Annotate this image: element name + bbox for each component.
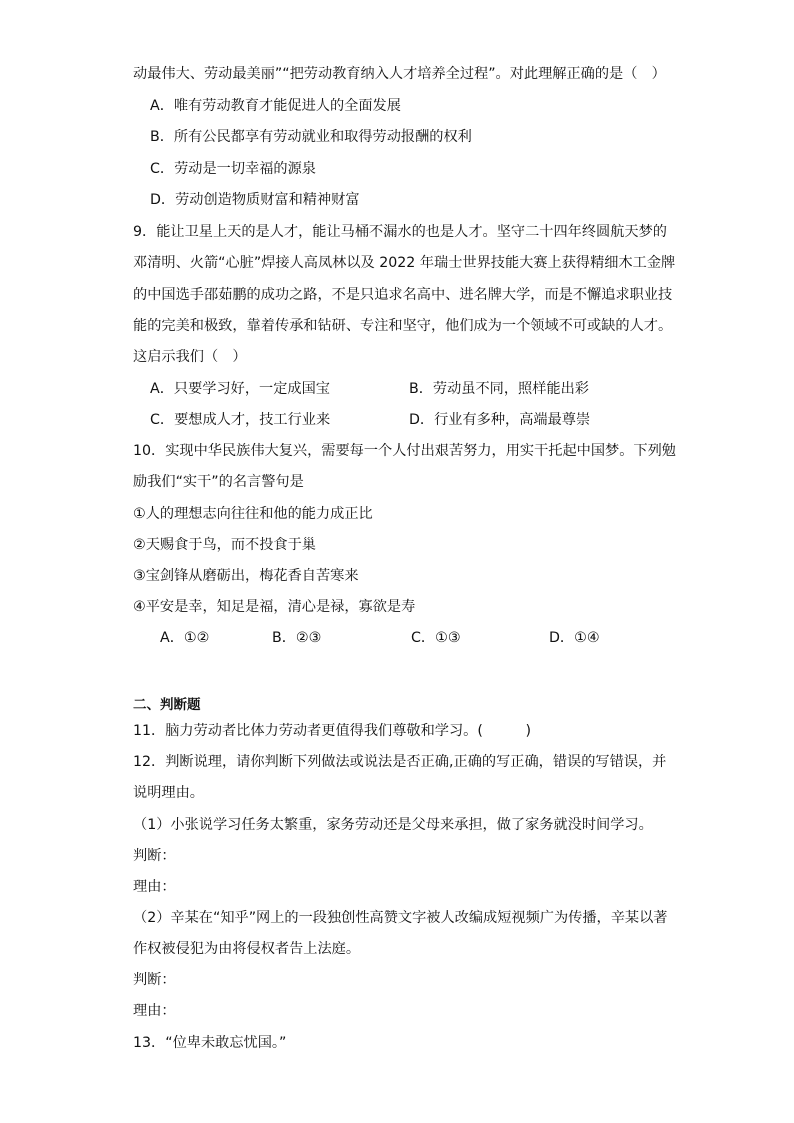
q9-option-d: D．行业有多种，高端最尊崇 xyxy=(409,412,591,428)
q10-stem-line-2: 励我们“实干”的名言警句是 xyxy=(133,474,304,490)
q8-option-d: D．劳动创造物质财富和精神财富 xyxy=(150,192,360,208)
q13-text: 13．“位卑未敢忘忧国。” xyxy=(133,1035,287,1051)
q10-option-a: A．①② xyxy=(160,630,210,646)
q9-option-a: A．只要学习好，一定成国宝 xyxy=(150,381,330,397)
q8-option-c: C．劳动是一切幸福的源泉 xyxy=(150,161,316,177)
q12-sub1-reason-label: 理由： xyxy=(133,879,176,895)
q10-item-1: ①人的理想志向往往和他的能力成正比 xyxy=(133,506,373,522)
q9-stem-line-2: 邓清明、火箭“心脏”焊接人高凤林以及 2022 年瑞士世界技能大赛上获得精细木工金牌 xyxy=(133,255,676,271)
q10-item-2: ②天赐食于鸟，而不投食于巢 xyxy=(133,537,316,553)
q10-option-d: D．①④ xyxy=(549,630,600,646)
q10-item-4: ④平安是幸，知足是福，清心是禄，寡欲是寿 xyxy=(133,599,416,615)
q10-option-c: C．①③ xyxy=(411,630,461,646)
q10-option-b: B．②③ xyxy=(272,630,322,646)
q9-stem-line-1: 9．能让卫星上天的是人才，能让马桶不漏水的也是人才。坚守二十四年终圆航天梦的 xyxy=(133,224,667,240)
q12-sub2-judge-label: 判断： xyxy=(133,972,176,988)
q12-sub2-line-2: 作权被侵犯为由将侵权者告上法庭。 xyxy=(133,941,361,957)
q9-option-b: B．劳动虽不同，照样能出彩 xyxy=(409,381,589,397)
q10-stem-line-1: 10．实现中华民族伟大复兴，需要每一个人付出艰苦努力，用实干托起中国梦。下列勉 xyxy=(133,443,676,459)
q12-sub1: （1）小张说学习任务太繁重，家务劳动还是父母来承担，做了家务就没时间学习。 xyxy=(133,817,653,833)
q12-sub2-reason-label: 理由： xyxy=(133,1003,176,1019)
q9-stem-line-5: 这启示我们（ ） xyxy=(133,349,247,365)
q12-stem-line-2: 说明理由。 xyxy=(133,785,204,801)
q8-option-b: B．所有公民都享有劳动就业和取得劳动报酬的权利 xyxy=(150,129,472,145)
q10-item-3: ③宝剑锋从磨砺出，梅花香自苦寒来 xyxy=(133,568,359,584)
q9-stem-line-3: 的中国选手邵茹鹏的成功之路，不是只追求名高中、进名牌大学，而是不懈追求职业技 xyxy=(133,287,673,303)
section-title: 二、判断题 xyxy=(133,697,201,713)
q9-stem-line-4: 能的完美和极致，靠着传承和钻研、专注和坚守，他们成为一个领域不可或缺的人才。 xyxy=(133,318,673,334)
q12-sub1-judge-label: 判断： xyxy=(133,848,176,864)
q9-option-c: C．要想成人才，技工行业来 xyxy=(150,412,331,428)
q8-option-a: A．唯有劳动教育才能促进人的全面发展 xyxy=(150,98,401,114)
q12-sub2-line-1: （2）辛某在“知乎”网上的一段独创性高赞文字被人改编成短视频广为传播，辛某以著 xyxy=(133,910,668,926)
q8-stem-tail: 动最伟大、劳动最美丽”“把劳动教育纳入人才培养全过程”。对此理解正确的是（ ） xyxy=(133,66,666,82)
q12-stem-line-1: 12．判断说理，请你判断下列做法或说法是否正确,正确的写正确，错误的写错误，并 xyxy=(133,754,667,770)
q11-text: 11．脑力劳动者比体力劳动者更值得我们尊敬和学习。( ) xyxy=(133,723,532,739)
